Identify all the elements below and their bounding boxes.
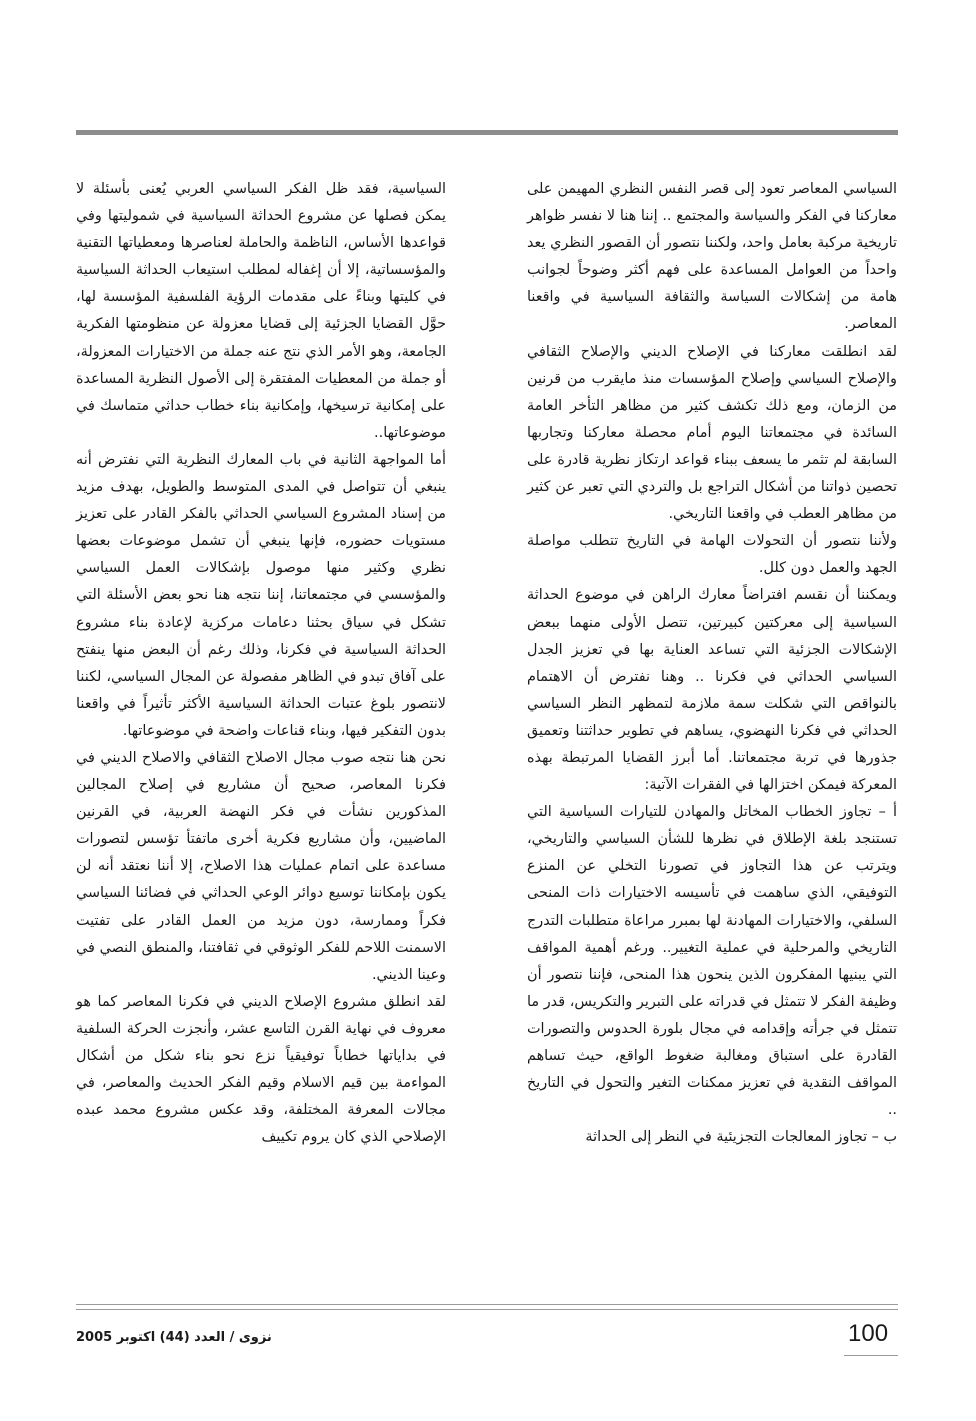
footer-rule xyxy=(76,1304,898,1305)
paragraph: أما المواجهة الثانية في باب المعارك النظرية التي نفترض أنه ينبغي أن تتواصل في المدى المتوسط والطويل، بهدف مزيد من إسناد المشروع السياسي الحداثي بالفكر القادر على تعزيز مستويات حضوره، فإنها ينبغي أن تشمل موضوعات بعضها نظري وكثير منها موصول بإشكالات العمل السياسي والمؤسسي في مجتمعاتنا، إننا نتجه هنا نحو بعض الأسئلة التي تشكل في سياق بحثنا دعامات مركزية لإعادة بناء مشروع الحداثة السياسية في فكرنا، وذلك رغم أن البعض منها ينفتح على آفاق تبدو في الظاهر مفصولة عن المجال السياسي، لكننا لانتصور بلوغ عتبات الحداثة السياسية الأكثر تأثيراً في واقعنا بدون التفكير فيها، وبناء قناعات واضحة في موضوعاتها. xyxy=(76,451,446,739)
paragraph: لقد انطلق مشروع الإصلاح الديني في فكرنا المعاصر كما هو معروف في نهاية القرن التاسع عشر، وأنجزت الحركة السلفية في بداياتها خطاباً توفيقياً نزع نحو بناء شكل من أشكال المواءمة بين قيم الاسلام وقيم الفكر الحديث والمعاصر، في مجالات المعرفة المختلفة، وقد عكس مشروع محمد عبده الإصلاحي الذي كان يروم تكييف xyxy=(76,993,446,1146)
page-number-underline xyxy=(844,1355,898,1356)
footer-rule xyxy=(76,1309,898,1310)
paragraph: نحن هنا نتجه صوب مجال الاصلاح الثقافي والاصلاح الديني في فكرنا المعاصر، صحيح أن مشاريع في إصلاح المجالين المذكورين نشأت في فكر النهضة العربية، في القرنين الماضيين، وأن مشاريع فكرية أخرى ماتفتأ تؤسس لتصورات مساعدة على اتمام عمليات هذا الاصلاح، إلا أننا نعتقد أنه لن يكون بإمكاننا توسيع دوائر الوعي الحداثي في فضائنا السياسي فكراً وممارسة، دون مزيد من العمل القادر على تفتيت الاسمنت اللاحم للفكر الوثوقي في ثقافتنا، والمنطق النصي في وعينا الديني. xyxy=(76,749,446,983)
paragraph: أ – تجاوز الخطاب المخاتل والمهادن للتيارات السياسية التي تستنجد بلغة الإطلاق في نظرها للشأن السياسي والتاريخي، ويترتب عن هذا التجاوز في تصورنا التخلي عن المنزع التوفيقي، الذي ساهمت في تأسيسه الاختيارات ذات المنحى السلفي، والاختيارات المهادنة لها بمبرر مراعاة متطلبات التدرج التاريخي والمرحلية في عملية التغيير.. ورغم أهمية المواقف التي يبنيها المفكرون الذين ينحون هذا المنحى، فإننا نتصور أن وظيفة الفكر لا تتمثل في قدراته على التبرير والتكريس، قدر ما تتمثل في جرأته وإقدامه في مجال بلورة الحدوس والتصورات القادرة على استباق ومغالبة ضغوط الواقع، حيث تساهم المواقف النقدية في تعزيز ممكنات التغير والتحول في التاريخ .. xyxy=(527,804,897,1119)
left-column xyxy=(76,176,446,1151)
paragraph: لقد انطلقت معاركنا في الإصلاح الديني والإصلاح الثقافي والإصلاح السياسي وإصلاح المؤسسات منذ مايقرب من قرنين من الزمان، ومع ذلك تكشف كثير من مظاهر التأخر العامة السائدة في مجتمعاتنا اليوم أمام محصلة معاركنا وتجاربها السابقة لم تثمر ما يسعف ببناء قواعد ارتكاز نظرية قادرة على تحصين ذواتنا من أشكال التراجع بل والتردي التي تعبر عن كثير من مظاهر العطب في واقعنا التاريخي. xyxy=(527,343,897,523)
paragraph: ب – تجاوز المعالجات التجزيئية في النظر إلى الحداثة xyxy=(585,1129,897,1146)
right-column xyxy=(527,176,897,1151)
paragraph: ويمكننا أن نقسم افتراضاً معارك الراهن في موضوع الحداثة السياسية إلى معركتين كبيرتين، تتصل الأولى منهما ببعض الإشكالات الجزئية التي تساعد العناية بها في تعزيز الجدل السياسي الحداثي في فكرنا .. وهنا نفترض أن الاهتمام بالنواقص التي شكلت سمة ملازمة لتمظهر النظر السياسي الحداثي في فكرنا النهضوي، يساهم في تطوير حداثتنا وتعميق جذورها في تربة مجتمعاتنا. أما أبرز القضايا المرتبطة بهذه المعركة فيمكن اختزالها في الفقرات الآتية: xyxy=(527,587,897,794)
paragraph: ولأننا نتصور أن التحولات الهامة في التاريخ تتطلب مواصلة الجهد والعمل دون كلل. xyxy=(527,533,897,577)
page-number: 100 xyxy=(848,1320,889,1347)
journal-issue-line: نزوى / العدد (44) اكتوبر 2005 xyxy=(76,1330,272,1345)
header-rule xyxy=(76,130,898,135)
paragraph: السياسي المعاصر تعود إلى قصر النفس النظري المهيمن على معاركنا في الفكر والسياسة والمجتمع .. إننا هنا لا نفسر ظواهر تاريخية مركبة بعامل واحد، ولكننا نتصور أن القصور النظري يعد واحداً من العوامل المساعدة على فهم أكثر وضوحاً لجوانب هامة من إشكالات السياسة والثقافة السياسية في واقعنا المعاصر. xyxy=(527,181,897,333)
paragraph: السياسية، فقد ظل الفكر السياسي العربي يُعنى بأسئلة لا يمكن فصلها عن مشروع الحداثة السياسية في شموليتها وفي قواعدها الأساس، الناظمة والحاملة لعناصرها ومعطياتها التقنية والمؤسساتية، إلا أن إغفاله لمطلب استيعاب الحداثة السياسية في كليتها وبناءً على مقدمات الرؤية الفلسفية المؤسسة لها، حوَّل القضايا الجزئية إلى قضايا معزولة عن منظومتها الفكرية الجامعة، وهو الأمر الذي نتج عنه جملة من الاختيارات المعزولة، أو جملة من المعطيات المفتقرة إلى الأصول النظرية المساعدة على إمكانية ترسيخها، وإمكانية بناء خطاب حداثي متماسك في موضوعاتها.. xyxy=(76,181,446,441)
